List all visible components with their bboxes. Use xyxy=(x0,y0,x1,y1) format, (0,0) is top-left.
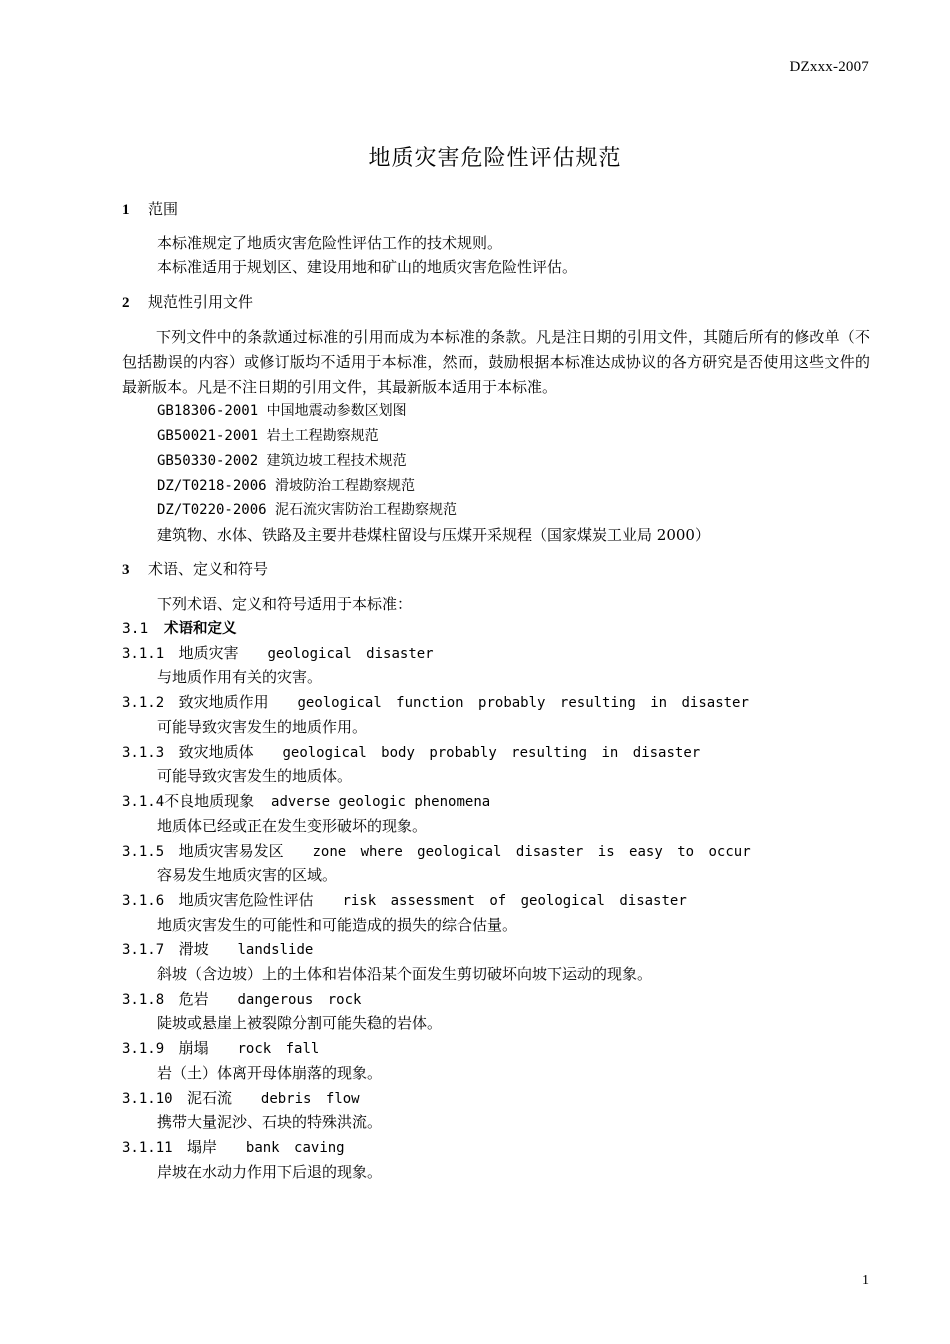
term-definition: 岩（土）体离开母体崩落的现象。 xyxy=(157,1064,383,1082)
term-english: adverse geologic phenomena xyxy=(271,794,491,810)
term-english: risk assessment of geological disaster xyxy=(342,893,687,909)
reference-item: DZ/T0220-2006 泥石流灾害防治工程勘察规范 xyxy=(157,502,458,518)
term-entry xyxy=(122,791,490,812)
term-chinese: 崩塌 xyxy=(178,1039,209,1057)
document-code: DZxxx-2007 xyxy=(789,59,869,75)
term-english: geological body probably resulting in disaster xyxy=(282,745,701,761)
document-title: 地质灾害危险性评估规范 xyxy=(368,146,622,171)
section-2-heading xyxy=(122,292,253,313)
reference-item: 建筑物、水体、铁路及主要井巷煤柱留设与压煤开采规程（国家煤炭工业局 2000） xyxy=(157,526,710,544)
term-english: zone where geological disaster is easy to occur xyxy=(312,844,751,860)
subsection-number: 3.1 xyxy=(122,621,149,637)
section-title: 范围 xyxy=(148,200,179,218)
term-chinese: 滑坡 xyxy=(178,940,209,958)
term-chinese: 不良地质现象 xyxy=(164,792,255,810)
term-definition: 与地质作用有关的灾害。 xyxy=(157,668,323,686)
term-number: 3.1.1 xyxy=(122,646,165,662)
term-entry xyxy=(122,890,687,911)
term-definition: 携带大量泥沙、石块的特殊洪流。 xyxy=(157,1113,383,1131)
term-definition: 可能导致灾害发生的地质体。 xyxy=(157,767,353,785)
subsection-title: 术语和定义 xyxy=(164,621,237,637)
term-entry xyxy=(122,1088,360,1109)
section-number: 2 xyxy=(122,295,130,311)
section-1-line-1: 本标准规定了地质灾害危险性评估工作的技术规则。 xyxy=(157,234,503,252)
term-chinese: 泥石流 xyxy=(187,1089,233,1107)
term-definition: 容易发生地质灾害的区域。 xyxy=(157,866,338,884)
term-chinese: 地质灾害危险性评估 xyxy=(178,891,314,909)
term-entry xyxy=(122,939,313,960)
reference-item: GB18306-2001 中国地震动参数区划图 xyxy=(157,403,407,419)
term-number: 3.1.8 xyxy=(122,992,165,1008)
term-definition: 斜坡（含边坡）上的土体和岩体沿某个面发生剪切破坏向坡下运动的现象。 xyxy=(157,965,653,983)
term-number: 3.1.2 xyxy=(122,695,165,711)
term-chinese: 地质灾害 xyxy=(178,644,239,662)
term-entry xyxy=(122,841,751,862)
term-chinese: 致灾地质体 xyxy=(178,743,254,761)
term-number: 3.1.5 xyxy=(122,844,165,860)
term-definition: 可能导致灾害发生的地质作用。 xyxy=(157,718,368,736)
section-1-heading xyxy=(122,199,178,220)
term-english: rock fall xyxy=(237,1041,320,1057)
term-english: geological disaster xyxy=(267,646,434,662)
section-2-intro-paragraph: 下列文件中的条款通过标准的引用而成为本标准的条款。凡是注日期的引用文件，其随后所有的修改单（不包括勘误的内容）或修订版均不适用于本标准，然而，鼓励根据本标准达成协议的各方研究是否使用这些文件的最新版本。凡是不注日期的引用文件，其最新版本适用于本标准。 xyxy=(122,328,870,396)
term-entry xyxy=(122,1137,345,1158)
term-definition: 岸坡在水动力作用下后退的现象。 xyxy=(157,1163,383,1181)
term-entry xyxy=(122,989,361,1010)
term-chinese: 危岩 xyxy=(178,990,209,1008)
term-definition: 地质灾害发生的可能性和可能造成的损失的综合估量。 xyxy=(157,916,518,934)
term-english: landslide xyxy=(237,942,314,958)
section-number: 1 xyxy=(122,202,130,218)
term-english: debris flow xyxy=(260,1091,360,1107)
section-title: 术语、定义和符号 xyxy=(148,560,269,578)
term-entry xyxy=(122,643,434,664)
term-number: 3.1.6 xyxy=(122,893,165,909)
term-number: 3.1.3 xyxy=(122,745,165,761)
section-title: 规范性引用文件 xyxy=(148,293,254,311)
term-chinese: 地质灾害易发区 xyxy=(178,842,284,860)
term-number: 3.1.4 xyxy=(122,794,165,810)
term-entry xyxy=(122,692,749,713)
term-chinese: 塌岸 xyxy=(187,1138,218,1156)
subsection-3-1-heading xyxy=(122,619,237,639)
reference-item: GB50330-2002 建筑边坡工程技术规范 xyxy=(157,453,407,469)
term-definition: 陡坡或悬崖上被裂隙分割可能失稳的岩体。 xyxy=(157,1014,443,1032)
section-3-heading xyxy=(122,559,268,580)
term-english: dangerous rock xyxy=(237,992,362,1008)
page-number: 1 xyxy=(862,1273,869,1288)
term-number: 3.1.7 xyxy=(122,942,165,958)
section-3-intro: 下列术语、定义和符号适用于本标准： xyxy=(157,595,413,613)
term-english: bank caving xyxy=(245,1140,345,1156)
section-number: 3 xyxy=(122,562,130,578)
term-number: 3.1.11 xyxy=(122,1140,173,1156)
reference-item: GB50021-2001 岩土工程勘察规范 xyxy=(157,428,379,444)
term-entry xyxy=(122,742,700,763)
term-entry xyxy=(122,1038,319,1059)
section-1-line-2: 本标准适用于规划区、建设用地和矿山的地质灾害危险性评估。 xyxy=(157,258,578,276)
term-definition: 地质体已经或正在发生变形破坏的现象。 xyxy=(157,817,428,835)
reference-item: DZ/T0218-2006 滑坡防治工程勘察规范 xyxy=(157,478,416,494)
term-number: 3.1.9 xyxy=(122,1041,165,1057)
term-number: 3.1.10 xyxy=(122,1091,173,1107)
term-chinese: 致灾地质作用 xyxy=(178,693,269,711)
term-english: geological function probably resulting in disaster xyxy=(297,695,749,711)
